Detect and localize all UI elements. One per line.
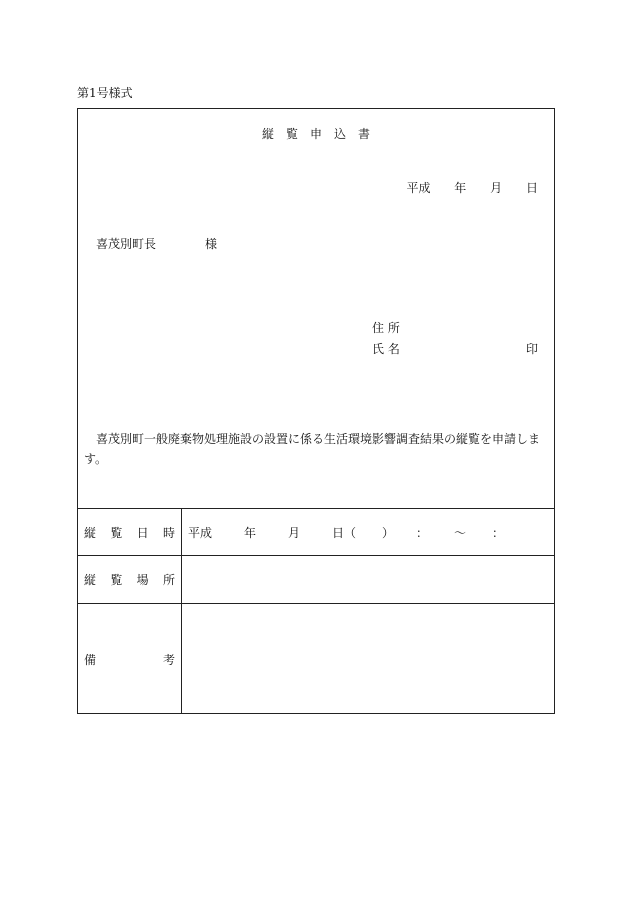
application-form [77, 108, 555, 714]
viewing-datetime-value [188, 524, 504, 541]
table-top-border [78, 508, 554, 509]
seal-mark: 印 [525, 342, 538, 356]
row-label-chars [84, 571, 175, 588]
row-label-chars [84, 651, 175, 668]
row-label-char: 考 [162, 653, 175, 667]
addressee-name: 喜茂別町長 [96, 237, 157, 251]
date-era: 平成 [406, 181, 431, 195]
dt-colon-end: ： [492, 526, 505, 540]
row-label-char: 縦 [84, 573, 97, 587]
date-day: 日 [525, 181, 538, 195]
dt-month: 月 [288, 526, 301, 540]
dt-colon-start: ： [416, 526, 429, 540]
address-label: 住 所 [372, 321, 400, 335]
dt-era: 平成 [188, 526, 213, 540]
addressee [96, 235, 217, 252]
name-label: 氏 名 [372, 342, 400, 356]
addressee-honorific: 様 [205, 237, 218, 251]
row-label-char: 日 [136, 526, 149, 540]
date-month: 月 [490, 181, 503, 195]
viewing-place-field[interactable] [182, 556, 554, 602]
application-date [406, 179, 538, 196]
row-label-char: 所 [162, 573, 175, 587]
viewing-place-label [84, 571, 175, 588]
dt-day-close: ） [382, 526, 395, 540]
row-label-char: 時 [162, 526, 175, 540]
dt-day-open: 日（ [332, 526, 357, 540]
remarks-field[interactable] [182, 604, 554, 714]
viewing-datetime-label [84, 524, 175, 541]
form-number-label: 第1号様式 [77, 86, 133, 100]
row-label-char: 縦 [84, 526, 97, 540]
application-statement: 喜茂別町一般廃棄物処理施設の設置に係る生活環境影響調査結果の縦覧を申請します。 [84, 432, 541, 466]
dt-tilde: ～ [454, 526, 467, 540]
dt-year: 年 [244, 526, 257, 540]
remarks-label [84, 651, 175, 668]
row-label-char: 覧 [110, 573, 123, 587]
date-year: 年 [454, 181, 467, 195]
row-label-char: 覧 [110, 526, 123, 540]
row-label-char: 備 [84, 653, 97, 667]
row-label-char: 場 [136, 573, 149, 587]
row-label-chars [84, 524, 175, 541]
form-title: 縦覧申込書 [261, 127, 382, 141]
